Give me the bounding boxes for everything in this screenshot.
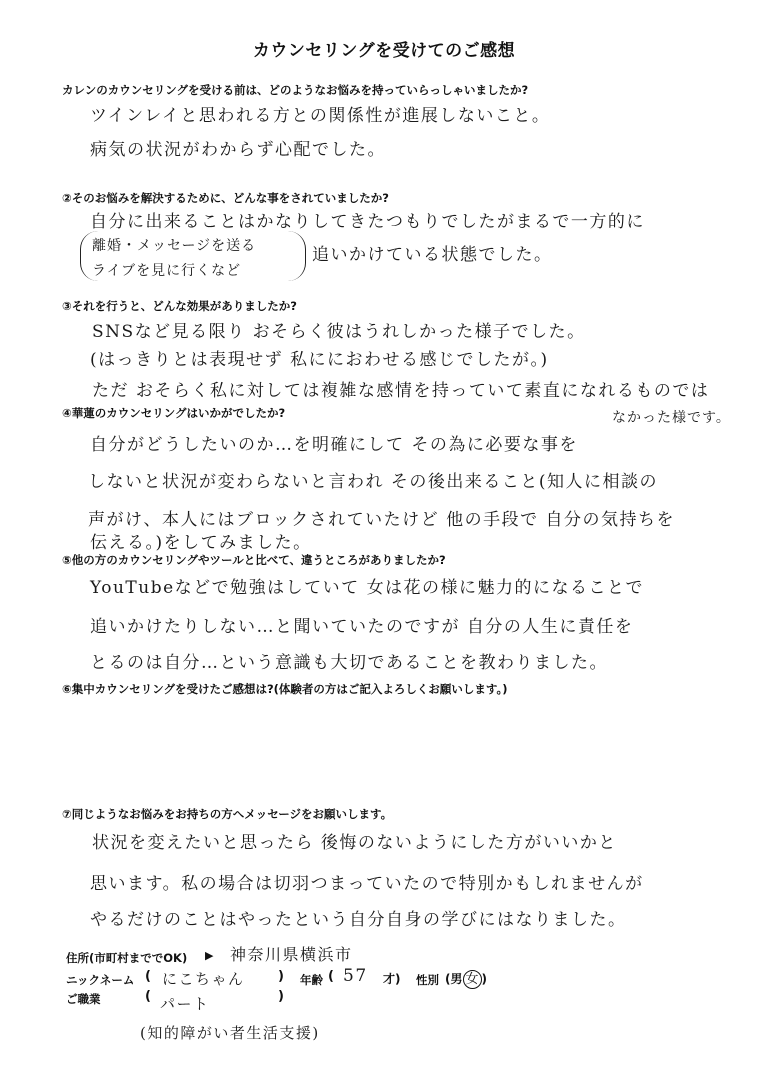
answer-4-line-1: 自分がどうしたいのか…を明確にして その為に必要な事を xyxy=(90,435,578,455)
gender-male: 男 xyxy=(450,972,463,986)
job-detail: (知的障がい者生活支援) xyxy=(140,1024,320,1042)
job-open-paren: ( xyxy=(145,989,151,1004)
answer-2-paren-line-2: ライブを見に行くなど xyxy=(92,263,242,279)
nickname-open-paren: ( xyxy=(145,969,151,984)
age-value: 57 xyxy=(343,966,368,986)
question-2: ②そのお悩みを解決するために、どんな事をされていましたか? xyxy=(62,191,389,205)
age-label: 年齢 xyxy=(300,973,323,987)
question-4: ④華蓮のカウンセリングはいかがでしたか? xyxy=(62,406,286,420)
question-6: ⑥集中カウンセリングを受けたご感想は?(体験者の方はご記入よろしくお願いします。) xyxy=(62,682,508,696)
age-unit: 才) xyxy=(383,972,401,986)
answer-1-line-1: ツインレイと思われる方との関係性が進展しないこと。 xyxy=(90,106,551,126)
address-arrow-icon: ▶ xyxy=(205,949,214,962)
nickname-label: ニックネーム xyxy=(66,973,135,987)
gender-selector xyxy=(445,970,487,989)
answer-7-line-1: 状況を変えたいと思ったら 後悔のないようにした方がいいかと xyxy=(92,833,617,853)
question-5: ⑤他の方のカウンセリングやツールと比べて、違うところがありましたか? xyxy=(62,553,446,567)
age-open-paren: ( xyxy=(328,969,334,984)
answer-3-tail: なかった様です。 xyxy=(612,410,731,426)
gender-open-paren: ( xyxy=(445,972,451,986)
answer-5-line-3: とるのは自分…という意識も大切であることを教わりました。 xyxy=(90,653,608,673)
job-close-paren: ) xyxy=(278,989,284,1004)
answer-1-line-2: 病気の状況がわからず心配でした。 xyxy=(90,140,386,160)
gender-female-selected: 女 xyxy=(463,970,482,989)
job-label: ご職業 xyxy=(66,992,101,1006)
address-label: 住所(市町村まででOK) xyxy=(66,951,188,965)
answer-7-line-2: 思います。私の場合は切羽つまっていたので特別かもしれませんが xyxy=(90,874,644,894)
answer-4-line-4: 伝える。)をしてみました。 xyxy=(90,533,312,553)
question-3: ③それを行うと、どんな効果がありましたか? xyxy=(62,299,297,313)
answer-4-line-3: 声がけ、本人にはブロックされていたけど 他の手段で 自分の気持ちを xyxy=(88,510,675,530)
question-1: カレンのカウンセリングを受ける前は、どのようなお悩みを持っていらっしゃいましたか? xyxy=(62,83,529,97)
answer-2-line-2: 追いかけている状態でした。 xyxy=(312,245,553,265)
answer-3-line-1: SNSなど見る限り おそらく彼はうれしかった様子でした。 xyxy=(92,322,586,342)
address-value: 神奈川県横浜市 xyxy=(230,945,353,964)
answer-5-line-1: YouTubeなどで勉強はしていて 女は花の様に魅力的になることで xyxy=(90,578,645,598)
answer-2-paren-line-1: 離婚・メッセージを送る xyxy=(92,238,257,254)
page-title: カウンセリングを受けてのご感想 xyxy=(252,41,516,61)
answer-3-line-2: (はっきりとは表現せず 私ににおわせる感じでしたが。) xyxy=(90,350,549,370)
answer-5-line-2: 追いかけたりしない…と聞いていたのですが 自分の人生に責任を xyxy=(90,617,634,637)
question-7: ⑦同じようなお悩みをお持ちの方へメッセージをお願いします。 xyxy=(62,807,393,821)
gender-label: 性別 xyxy=(416,973,439,987)
gender-close-paren: ) xyxy=(481,972,487,986)
nickname-close-paren: ) xyxy=(278,969,284,984)
answer-4-line-2: しないと状況が変わらないと言われ その後出来ること(知人に相談の xyxy=(88,472,659,492)
answer-7-line-3: やるだけのことはやったという自分自身の学びにはなりました。 xyxy=(90,910,627,930)
nickname-value: にこちゃん xyxy=(162,970,245,988)
answer-3-line-3: ただ おそらく私に対しては複雑な感情を持っていて素直になれるものでは xyxy=(92,381,710,401)
job-value: パート xyxy=(160,995,210,1013)
answer-2-line-1: 自分に出来ることはかなりしてきたつもりでしたがまるで一方的に xyxy=(90,212,645,232)
